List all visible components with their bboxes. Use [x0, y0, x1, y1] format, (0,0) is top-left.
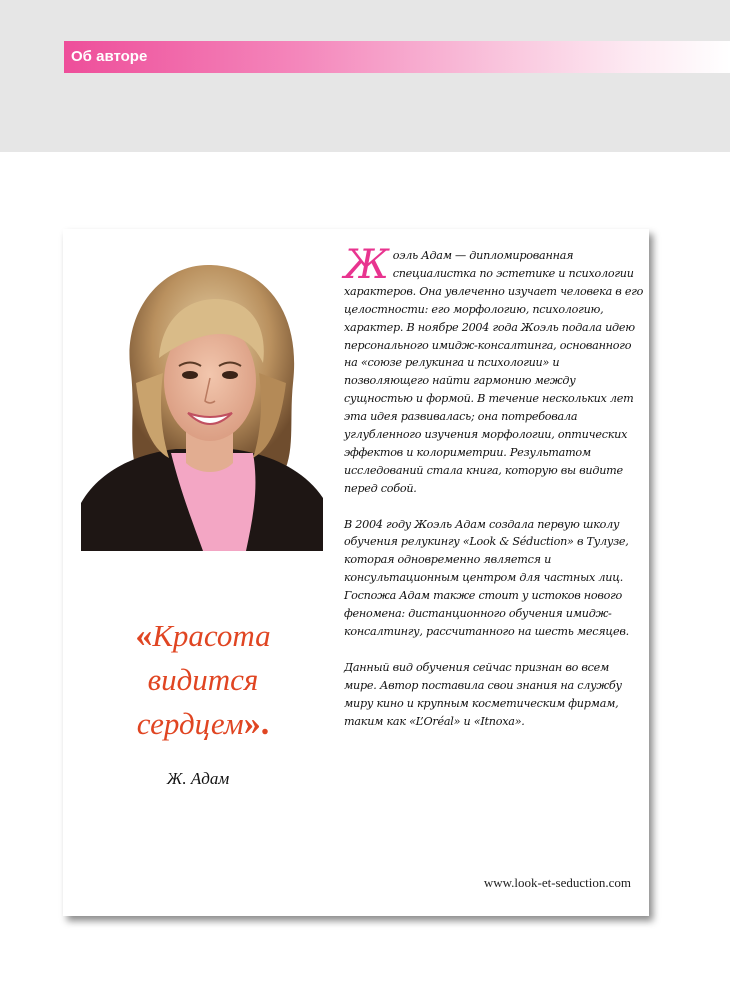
quote-open-mark: «: [135, 617, 153, 654]
section-header-bar: [64, 41, 730, 73]
bio-paragraph-2: В 2004 году Жоэль Адам создала первую школу обучения релукингу «Look & Séduction» в Тулузе, которая одновременно является и консультационным центром для частных лиц. Госпожа Адам также стоит у истоков нового феномена: дистанционного обучения имидж-консалтингу, рассчитанного на шесть месяцев.: [344, 517, 629, 639]
author-signature: Ж. Адам: [166, 769, 230, 788]
quote-line-3: [63, 702, 343, 746]
quote-line-2: видится: [147, 662, 259, 697]
quote-line-1: [63, 614, 343, 658]
quote-close-mark: ».: [243, 705, 270, 742]
author-biography: [344, 242, 644, 748]
bio-paragraph-1: [344, 242, 644, 498]
top-gray-band: [0, 0, 730, 152]
website-link[interactable]: www.look-et-seduction.com: [483, 875, 631, 890]
section-title: Об авторе: [71, 48, 148, 65]
bio-paragraph-1-text: оэль Адам — дипломированная специалистка по эстетике и психологии характеров. Она увлеченно изучает человека в его целостности: его морфологию, психологию, характер. В ноябре 2004 года Жоэль подала идею персонального имидж-консалтинга, основанного на «союзе релукинга и психологии» и позволяющего найти гармонию между сущностью и формой. В течение нескольких лет эта идея развивалась; она потребовала углубленного изучения морфологии, оптических эффектов и колориметрии. Результатом исследований стала книга, которую вы видите перед собой.: [344, 249, 644, 495]
pull-quote: [63, 614, 343, 746]
author-card: [63, 229, 649, 916]
author-portrait-icon: [81, 253, 323, 551]
author-portrait-photo: [81, 253, 323, 551]
quote-line-1-text: Красота: [152, 618, 271, 653]
quote-line-3-text: сердцем: [136, 706, 244, 741]
bio-paragraph-3: Данный вид обучения сейчас признан во всем мире. Автор поставила свои знания на службу миру кино и крупным косметическим фирмам, таким как «L’Oréal» и «Itnoxa».: [344, 660, 622, 728]
drop-cap: Ж: [344, 242, 389, 288]
